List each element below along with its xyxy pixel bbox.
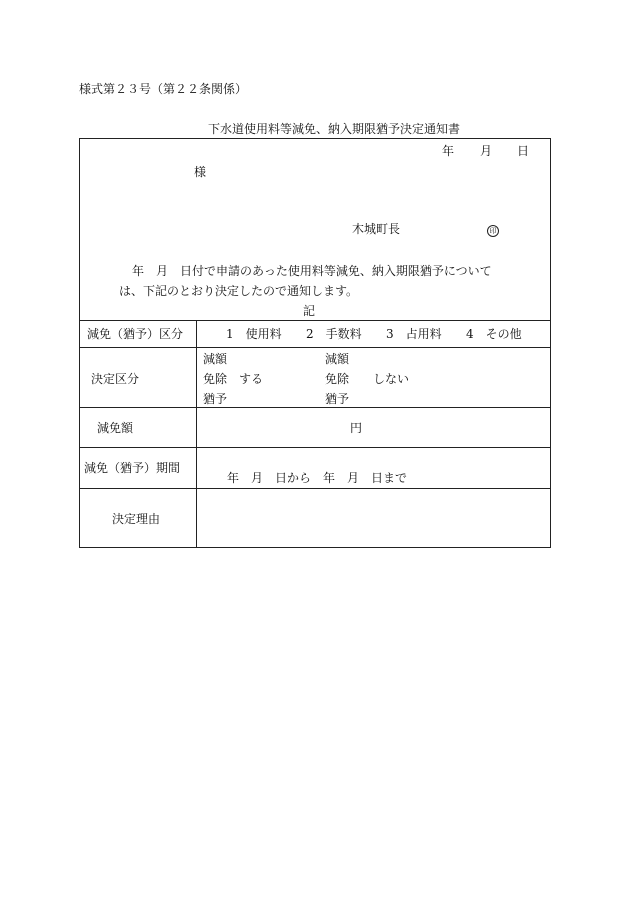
row-label-amount: 減免額 <box>97 421 134 435</box>
table-divider <box>79 447 551 448</box>
decision-right-2: 免除 しない <box>325 372 410 386</box>
row-label-period: 減免（猶予）期間 <box>84 461 181 475</box>
date-day: 日 <box>517 144 530 158</box>
decision-right-1: 減額 <box>325 352 350 366</box>
form-number: 様式第２３号（第２２条関係） <box>79 82 248 96</box>
table-column-divider <box>196 320 197 548</box>
table-divider <box>79 347 551 348</box>
amount-unit: 円 <box>350 421 363 435</box>
body-line-1: 年 月 日付で申請のあった使用料等減免、納入期限猶予について <box>132 264 492 278</box>
decision-left-3: 猶予 <box>203 392 228 406</box>
category-option-3: 3 占用料 <box>386 327 442 341</box>
addressee-suffix: 様 <box>194 165 207 179</box>
issuer-name: 木城町長 <box>352 222 401 236</box>
row-label-category: 減免（猶予）区分 <box>87 327 184 341</box>
row-label-reason: 決定理由 <box>112 512 161 526</box>
body-line-2: は、下記のとおり決定したので通知します。 <box>119 284 359 298</box>
date-year: 年 <box>442 144 455 158</box>
form-frame <box>79 138 551 548</box>
document-title: 下水道使用料等減免、納入期限猶予決定通知書 <box>208 122 461 136</box>
ki-label: 記 <box>303 304 316 318</box>
decision-left-1: 減額 <box>203 352 228 366</box>
decision-right-3: 猶予 <box>325 392 350 406</box>
category-option-4: 4 その他 <box>466 327 522 341</box>
decision-left-2: 免除 する <box>203 372 264 386</box>
seal-mark <box>487 222 499 237</box>
table-divider <box>79 320 551 321</box>
seal-icon: 印 <box>487 225 499 237</box>
category-option-2: 2 手数料 <box>306 327 362 341</box>
category-option-1: 1 使用料 <box>226 327 282 341</box>
table-divider <box>79 407 551 408</box>
table-divider <box>79 488 551 489</box>
row-label-decision: 決定区分 <box>91 372 140 386</box>
date-month: 月 <box>480 144 493 158</box>
period-value: 年 月 日から 年 月 日まで <box>227 471 408 485</box>
